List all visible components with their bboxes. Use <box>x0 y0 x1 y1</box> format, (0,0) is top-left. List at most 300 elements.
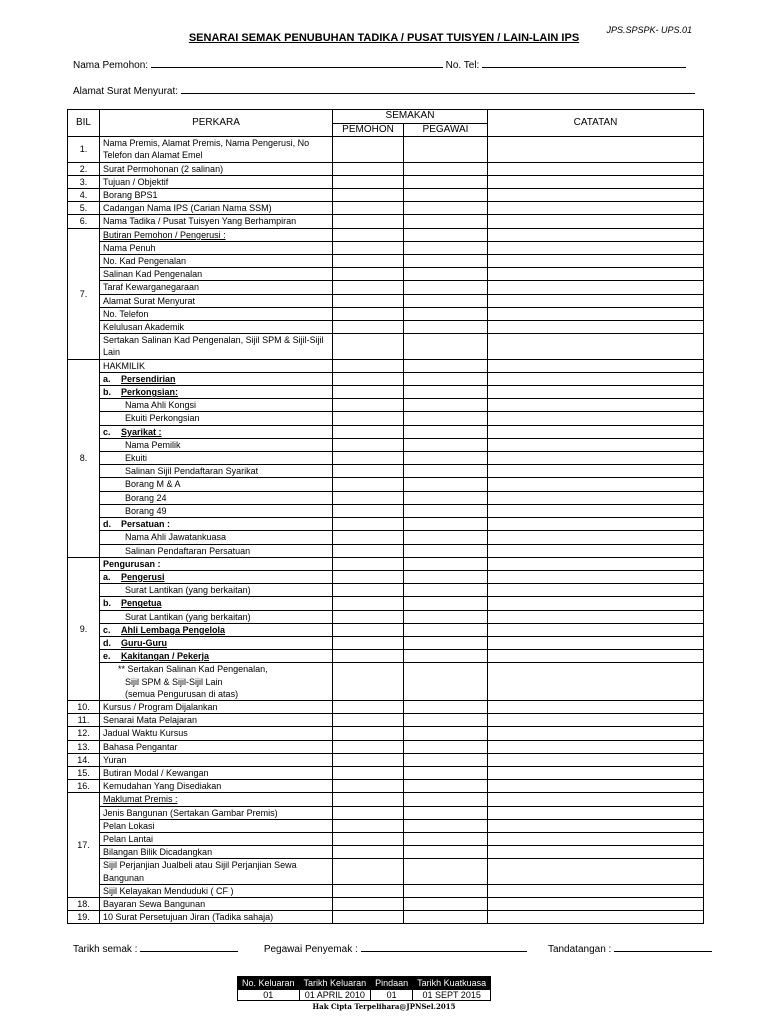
item-text: Borang BPS1 <box>100 189 333 202</box>
pegawai-check[interactable] <box>404 399 488 412</box>
pemohon-check[interactable] <box>333 307 404 320</box>
catatan-cell[interactable] <box>488 610 704 623</box>
row-number: 11. <box>68 714 100 727</box>
row-number: 4. <box>68 189 100 202</box>
pemohon-check[interactable] <box>333 504 404 517</box>
pegawai-check[interactable] <box>404 793 488 806</box>
catatan-cell[interactable] <box>488 189 704 202</box>
pegawai-check[interactable] <box>404 859 488 884</box>
pegawai-check[interactable] <box>404 137 488 162</box>
row-number: 3. <box>68 175 100 188</box>
pegawai-check[interactable] <box>404 884 488 897</box>
pemohon-check[interactable] <box>333 294 404 307</box>
catatan-cell[interactable] <box>488 399 704 412</box>
row-number: 8. <box>68 359 100 557</box>
item-text: Salinan Pendaftaran Persatuan <box>100 544 333 557</box>
pegawai-check[interactable] <box>404 846 488 859</box>
item-text: Jadual Waktu Kursus <box>100 727 333 740</box>
table-row <box>68 897 704 910</box>
pegawai-check[interactable] <box>404 570 488 583</box>
header-catatan: CATATAN <box>488 110 704 137</box>
pegawai-check[interactable] <box>404 491 488 504</box>
header-pemohon: PEMOHON <box>333 124 404 137</box>
catatan-cell[interactable] <box>488 465 704 478</box>
pemohon-check[interactable] <box>333 819 404 832</box>
table-row <box>68 189 704 202</box>
catatan-cell[interactable] <box>488 491 704 504</box>
item-text: Nama Ahli Jawatankuasa <box>100 531 333 544</box>
note-text: ** Sertakan Salinan Kad Pengenalan, <box>100 663 333 676</box>
pemohon-check[interactable] <box>333 700 404 713</box>
item-text: Borang 49 <box>100 504 333 517</box>
table-row <box>68 911 704 924</box>
section-heading: Maklumat Premis : <box>100 793 333 806</box>
catatan-cell[interactable] <box>488 438 704 451</box>
catatan-cell[interactable] <box>488 452 704 465</box>
item-text: Kelulusan Akademik <box>100 321 333 334</box>
catatan-cell[interactable] <box>488 650 704 663</box>
table-row <box>68 780 704 793</box>
pemohon-check[interactable] <box>333 162 404 175</box>
catatan-cell[interactable] <box>488 294 704 307</box>
pemohon-check[interactable] <box>333 321 404 334</box>
pemohon-check[interactable] <box>333 663 404 701</box>
catatan-cell[interactable] <box>488 255 704 268</box>
pemohon-check[interactable] <box>333 189 404 202</box>
item-text: Cadangan Nama IPS (Carian Nama SSM) <box>100 202 333 215</box>
catatan-cell[interactable] <box>488 780 704 793</box>
item-text: Nama Ahli Kongsi <box>100 399 333 412</box>
item-text: Yuran <box>100 753 333 766</box>
row-number: 10. <box>68 700 100 713</box>
row-number: 9. <box>68 557 100 700</box>
pegawai-check[interactable] <box>404 504 488 517</box>
catatan-cell[interactable] <box>488 425 704 438</box>
applicant-name-field[interactable] <box>151 58 443 68</box>
item-subheading: Pengerusi <box>121 571 165 582</box>
phone-field[interactable] <box>482 58 686 68</box>
applicant-name-label: Nama Pemohon: <box>73 60 149 71</box>
table-row <box>68 727 704 740</box>
table-row <box>68 793 704 806</box>
row-number: 12. <box>68 727 100 740</box>
pegawai-check[interactable] <box>404 334 488 359</box>
catatan-cell[interactable] <box>488 321 704 334</box>
item-text: Bilangan Bilik Dicadangkan <box>100 846 333 859</box>
item-text: Sertakan Salinan Kad Pengenalan, Sijil SPM & Sijil-Sijil Lain <box>100 334 333 359</box>
table-row <box>68 215 704 228</box>
item-letter: e. <box>103 651 111 662</box>
catatan-cell[interactable] <box>488 597 704 610</box>
control-header: Pindaan <box>371 977 413 990</box>
pemohon-check[interactable] <box>333 597 404 610</box>
row-number: 13. <box>68 740 100 753</box>
item-subheading: Syarikat : <box>121 426 162 437</box>
pemohon-check[interactable] <box>333 806 404 819</box>
item-text: Borang M & A <box>100 478 333 491</box>
table-row <box>68 359 704 372</box>
catatan-cell[interactable] <box>488 241 704 254</box>
table-row <box>68 175 704 188</box>
section-heading: Butiran Pemohon / Pengerusi : <box>100 228 333 241</box>
pemohon-check[interactable] <box>333 846 404 859</box>
catatan-cell[interactable] <box>488 663 704 701</box>
pegawai-check[interactable] <box>404 531 488 544</box>
pemohon-check[interactable] <box>333 386 404 399</box>
catatan-cell[interactable] <box>488 766 704 779</box>
catatan-cell[interactable] <box>488 846 704 859</box>
pemohon-check[interactable] <box>333 859 404 884</box>
item-text: Kemudahan Yang Disediakan <box>100 780 333 793</box>
item-text: Sijil Perjanjian Jualbeli atau Sijil Perjanjian Sewa Bangunan <box>100 859 333 884</box>
row-number: 17. <box>68 793 100 898</box>
section-heading: Pengurusan : <box>100 557 333 570</box>
pegawai-check[interactable] <box>404 215 488 228</box>
item-letter: a. <box>103 571 111 582</box>
table-row <box>68 228 704 241</box>
item-letter: c. <box>103 624 111 635</box>
pemohon-check[interactable] <box>333 897 404 910</box>
item-subheading: Persatuan : <box>121 519 171 530</box>
catatan-cell[interactable] <box>488 518 704 531</box>
row-number: 6. <box>68 215 100 228</box>
item-text: Bayaran Sewa Bangunan <box>100 897 333 910</box>
catatan-cell[interactable] <box>488 359 704 372</box>
item-text: Nama Pemilik <box>100 438 333 451</box>
pemohon-check[interactable] <box>333 714 404 727</box>
catatan-cell[interactable] <box>488 911 704 924</box>
pegawai-check[interactable] <box>404 386 488 399</box>
pegawai-check[interactable] <box>404 412 488 425</box>
catatan-cell[interactable] <box>488 175 704 188</box>
item-text: Sijil Kelayakan Menduduki ( CF ) <box>100 884 333 897</box>
catatan-cell[interactable] <box>488 570 704 583</box>
pemohon-check[interactable] <box>333 137 404 162</box>
row-number: 16. <box>68 780 100 793</box>
row-number: 18. <box>68 897 100 910</box>
pemohon-check[interactable] <box>333 452 404 465</box>
item-text: Jenis Bangunan (Sertakan Gambar Premis) <box>100 806 333 819</box>
table-row <box>68 700 704 713</box>
pemohon-check[interactable] <box>333 241 404 254</box>
catatan-cell[interactable] <box>488 202 704 215</box>
table-row <box>68 137 704 162</box>
pemohon-check[interactable] <box>333 175 404 188</box>
catatan-cell[interactable] <box>488 753 704 766</box>
catatan-cell[interactable] <box>488 832 704 845</box>
item-text: Salinan Sijil Pendaftaran Syarikat <box>100 465 333 478</box>
checking-officer-label: Pegawai Penyemak : <box>263 944 358 955</box>
pegawai-check[interactable] <box>404 663 488 701</box>
pegawai-check[interactable] <box>404 832 488 845</box>
pemohon-check[interactable] <box>333 832 404 845</box>
catatan-cell[interactable] <box>488 372 704 385</box>
pegawai-check[interactable] <box>404 753 488 766</box>
row-number: 1. <box>68 137 100 162</box>
catatan-cell[interactable] <box>488 334 704 359</box>
control-value: 01 <box>238 990 300 1001</box>
signature-row <box>73 942 712 955</box>
pemohon-check[interactable] <box>333 544 404 557</box>
pegawai-check[interactable] <box>404 714 488 727</box>
pemohon-check[interactable] <box>333 255 404 268</box>
pegawai-check[interactable] <box>404 307 488 320</box>
pemohon-check[interactable] <box>333 650 404 663</box>
pegawai-check[interactable] <box>404 766 488 779</box>
pegawai-check[interactable] <box>404 623 488 636</box>
phone-label: No. Tel: <box>445 60 480 71</box>
pemohon-check[interactable] <box>333 491 404 504</box>
catatan-cell[interactable] <box>488 700 704 713</box>
pegawai-check[interactable] <box>404 597 488 610</box>
row-number: 2. <box>68 162 100 175</box>
pegawai-check[interactable] <box>404 584 488 597</box>
item-subheading: Perkongsian: <box>121 387 179 398</box>
catatan-cell[interactable] <box>488 623 704 636</box>
catatan-cell[interactable] <box>488 386 704 399</box>
control-value: 01 SEPT 2015 <box>413 990 491 1001</box>
pemohon-check[interactable] <box>333 753 404 766</box>
pemohon-check[interactable] <box>333 465 404 478</box>
item-text: Nama Tadika / Pusat Tuisyen Yang Berhampiran <box>100 215 333 228</box>
pegawai-check[interactable] <box>404 636 488 649</box>
item-text: Nama Premis, Alamat Premis, Nama Pengerusi, No Telefon dan Alamat Emel <box>100 137 333 162</box>
catatan-cell[interactable] <box>488 806 704 819</box>
catatan-cell[interactable] <box>488 162 704 175</box>
pegawai-check[interactable] <box>404 740 488 753</box>
pemohon-check[interactable] <box>333 202 404 215</box>
table-row <box>68 162 704 175</box>
pemohon-check[interactable] <box>333 911 404 924</box>
pegawai-check[interactable] <box>404 294 488 307</box>
table-row <box>68 714 704 727</box>
pegawai-check[interactable] <box>404 359 488 372</box>
item-text: Surat Lantikan (yang berkaitan) <box>100 584 333 597</box>
catatan-cell[interactable] <box>488 412 704 425</box>
pegawai-check[interactable] <box>404 465 488 478</box>
item-text: Taraf Kewarganegaraan <box>100 281 333 294</box>
pegawai-check[interactable] <box>404 780 488 793</box>
pemohon-check[interactable] <box>333 359 404 372</box>
pegawai-check[interactable] <box>404 610 488 623</box>
item-text: Pelan Lantai <box>100 832 333 845</box>
row-number: 7. <box>68 228 100 359</box>
pemohon-check[interactable] <box>333 518 404 531</box>
catatan-cell[interactable] <box>488 714 704 727</box>
catatan-cell[interactable] <box>488 228 704 241</box>
catatan-cell[interactable] <box>488 859 704 884</box>
catatan-cell[interactable] <box>488 884 704 897</box>
item-text: Borang 24 <box>100 491 333 504</box>
pemohon-check[interactable] <box>333 425 404 438</box>
control-header: Tarikh Kuatkuasa <box>413 977 491 990</box>
pegawai-check[interactable] <box>404 321 488 334</box>
pemohon-check[interactable] <box>333 623 404 636</box>
item-text: Surat Lantikan (yang berkaitan) <box>100 610 333 623</box>
address-field[interactable] <box>181 84 695 94</box>
pegawai-check[interactable] <box>404 700 488 713</box>
catatan-cell[interactable] <box>488 819 704 832</box>
pemohon-check[interactable] <box>333 478 404 491</box>
pemohon-check[interactable] <box>333 531 404 544</box>
pegawai-check[interactable] <box>404 372 488 385</box>
pemohon-check[interactable] <box>333 215 404 228</box>
item-subheading: Kakitangan / Pekerja <box>121 651 210 662</box>
item-letter: a. <box>103 373 111 384</box>
pemohon-check[interactable] <box>333 438 404 451</box>
row-number: 19. <box>68 911 100 924</box>
copyright-note: Hak Cipta Terpelihara@JPNSel.2015 <box>312 1002 456 1011</box>
address-row <box>73 84 695 97</box>
pegawai-check[interactable] <box>404 452 488 465</box>
pemohon-check[interactable] <box>333 584 404 597</box>
pemohon-check[interactable] <box>333 281 404 294</box>
item-letter: c. <box>103 426 111 437</box>
document-code: JPS.SPSPK- UPS.01 <box>606 25 692 35</box>
catatan-cell[interactable] <box>488 137 704 162</box>
checklist-table <box>67 109 704 924</box>
item-text: Kursus / Program Dijalankan <box>100 700 333 713</box>
item-text: Tujuan / Objektif <box>100 175 333 188</box>
catatan-cell[interactable] <box>488 215 704 228</box>
page-title: SENARAI SEMAK PENUBUHAN TADIKA / PUSAT TUISYEN / LAIN-LAIN IPS <box>188 32 580 44</box>
signature-label: Tandatangan : <box>547 944 612 955</box>
row-number: 14. <box>68 753 100 766</box>
pegawai-check[interactable] <box>404 897 488 910</box>
pegawai-check[interactable] <box>404 650 488 663</box>
pemohon-check[interactable] <box>333 570 404 583</box>
pegawai-check[interactable] <box>404 478 488 491</box>
pegawai-check[interactable] <box>404 911 488 924</box>
item-text: No. Telefon <box>100 307 333 320</box>
table-row <box>68 557 704 570</box>
pemohon-check[interactable] <box>333 780 404 793</box>
pegawai-check[interactable] <box>404 202 488 215</box>
pemohon-check[interactable] <box>333 412 404 425</box>
catatan-cell[interactable] <box>488 584 704 597</box>
pegawai-check[interactable] <box>404 438 488 451</box>
address-label: Alamat Surat Menyurat: <box>73 86 179 97</box>
pemohon-check[interactable] <box>333 268 404 281</box>
pemohon-check[interactable] <box>333 727 404 740</box>
table-row <box>68 753 704 766</box>
item-text: Salinan Kad Pengenalan <box>100 268 333 281</box>
pegawai-check[interactable] <box>404 255 488 268</box>
pegawai-check[interactable] <box>404 241 488 254</box>
pemohon-check[interactable] <box>333 399 404 412</box>
item-text: Butiran Modal / Kewangan <box>100 766 333 779</box>
pegawai-check[interactable] <box>404 162 488 175</box>
applicant-row <box>73 58 686 71</box>
catatan-cell[interactable] <box>488 504 704 517</box>
pegawai-check[interactable] <box>404 268 488 281</box>
pemohon-check[interactable] <box>333 228 404 241</box>
item-subheading: Pengetua <box>121 598 162 609</box>
pegawai-check[interactable] <box>404 189 488 202</box>
pegawai-check[interactable] <box>404 806 488 819</box>
pemohon-check[interactable] <box>333 793 404 806</box>
pegawai-check[interactable] <box>404 819 488 832</box>
item-text: Bahasa Pengantar <box>100 740 333 753</box>
check-date-label: Tarikh semak : <box>73 944 138 955</box>
item-subheading: Persendirian <box>121 373 176 384</box>
pegawai-check[interactable] <box>404 425 488 438</box>
section-heading: HAKMILIK <box>100 359 333 372</box>
pemohon-check[interactable] <box>333 740 404 753</box>
header-bil: BIL <box>68 110 100 137</box>
header-semakan: SEMAKAN <box>333 110 488 124</box>
row-number: 5. <box>68 202 100 215</box>
pegawai-check[interactable] <box>404 727 488 740</box>
pegawai-check[interactable] <box>404 175 488 188</box>
item-text: No. Kad Pengenalan <box>100 255 333 268</box>
catatan-cell[interactable] <box>488 307 704 320</box>
pemohon-check[interactable] <box>333 334 404 359</box>
item-text: Nama Penuh <box>100 241 333 254</box>
item-text: Pelan Lokasi <box>100 819 333 832</box>
table-row <box>68 202 704 215</box>
item-letter: d. <box>103 637 111 648</box>
check-date-field[interactable] <box>140 942 238 952</box>
item-text: 10 Surat Persetujuan Jiran (Tadika sahaja) <box>100 911 333 924</box>
item-text: Ekuiti <box>100 452 333 465</box>
catatan-cell[interactable] <box>488 544 704 557</box>
pegawai-check[interactable] <box>404 281 488 294</box>
catatan-cell[interactable] <box>488 281 704 294</box>
item-letter: b. <box>103 387 111 398</box>
pegawai-check[interactable] <box>404 228 488 241</box>
catatan-cell[interactable] <box>488 727 704 740</box>
control-header: No. Keluaran <box>238 977 300 990</box>
signature-field[interactable] <box>614 942 712 952</box>
checking-officer-field[interactable] <box>361 942 527 952</box>
item-letter: b. <box>103 598 111 609</box>
document-control-table <box>237 976 491 1001</box>
pegawai-check[interactable] <box>404 557 488 570</box>
note-text: (semua Pengurusan di atas) <box>100 688 333 701</box>
pemohon-check[interactable] <box>333 766 404 779</box>
catatan-cell[interactable] <box>488 740 704 753</box>
catatan-cell[interactable] <box>488 478 704 491</box>
pemohon-check[interactable] <box>333 884 404 897</box>
control-value: 01 APRIL 2010 <box>299 990 371 1001</box>
pemohon-check[interactable] <box>333 636 404 649</box>
note-text: Sijil SPM & Sijil-Sijil Lain <box>100 676 333 688</box>
item-text: Alamat Surat Menyurat <box>100 294 333 307</box>
item-text: Senarai Mata Pelajaran <box>100 714 333 727</box>
control-value: 01 <box>371 990 413 1001</box>
pemohon-check[interactable] <box>333 372 404 385</box>
item-subheading: Ahli Lembaga Pengelola <box>121 624 226 635</box>
catatan-cell[interactable] <box>488 636 704 649</box>
catatan-cell[interactable] <box>488 531 704 544</box>
pemohon-check[interactable] <box>333 610 404 623</box>
catatan-cell[interactable] <box>488 268 704 281</box>
header-pegawai: PEGAWAI <box>404 124 488 137</box>
catatan-cell[interactable] <box>488 897 704 910</box>
item-text: Surat Permohonan (2 salinan) <box>100 162 333 175</box>
pemohon-check[interactable] <box>333 557 404 570</box>
catatan-cell[interactable] <box>488 557 704 570</box>
table-row <box>68 766 704 779</box>
pegawai-check[interactable] <box>404 518 488 531</box>
item-text: Ekuiti Perkongsian <box>100 412 333 425</box>
header-perkara: PERKARA <box>100 110 333 137</box>
control-header: Tarikh Keluaran <box>299 977 371 990</box>
item-letter: d. <box>103 519 111 530</box>
pegawai-check[interactable] <box>404 544 488 557</box>
catatan-cell[interactable] <box>488 793 704 806</box>
